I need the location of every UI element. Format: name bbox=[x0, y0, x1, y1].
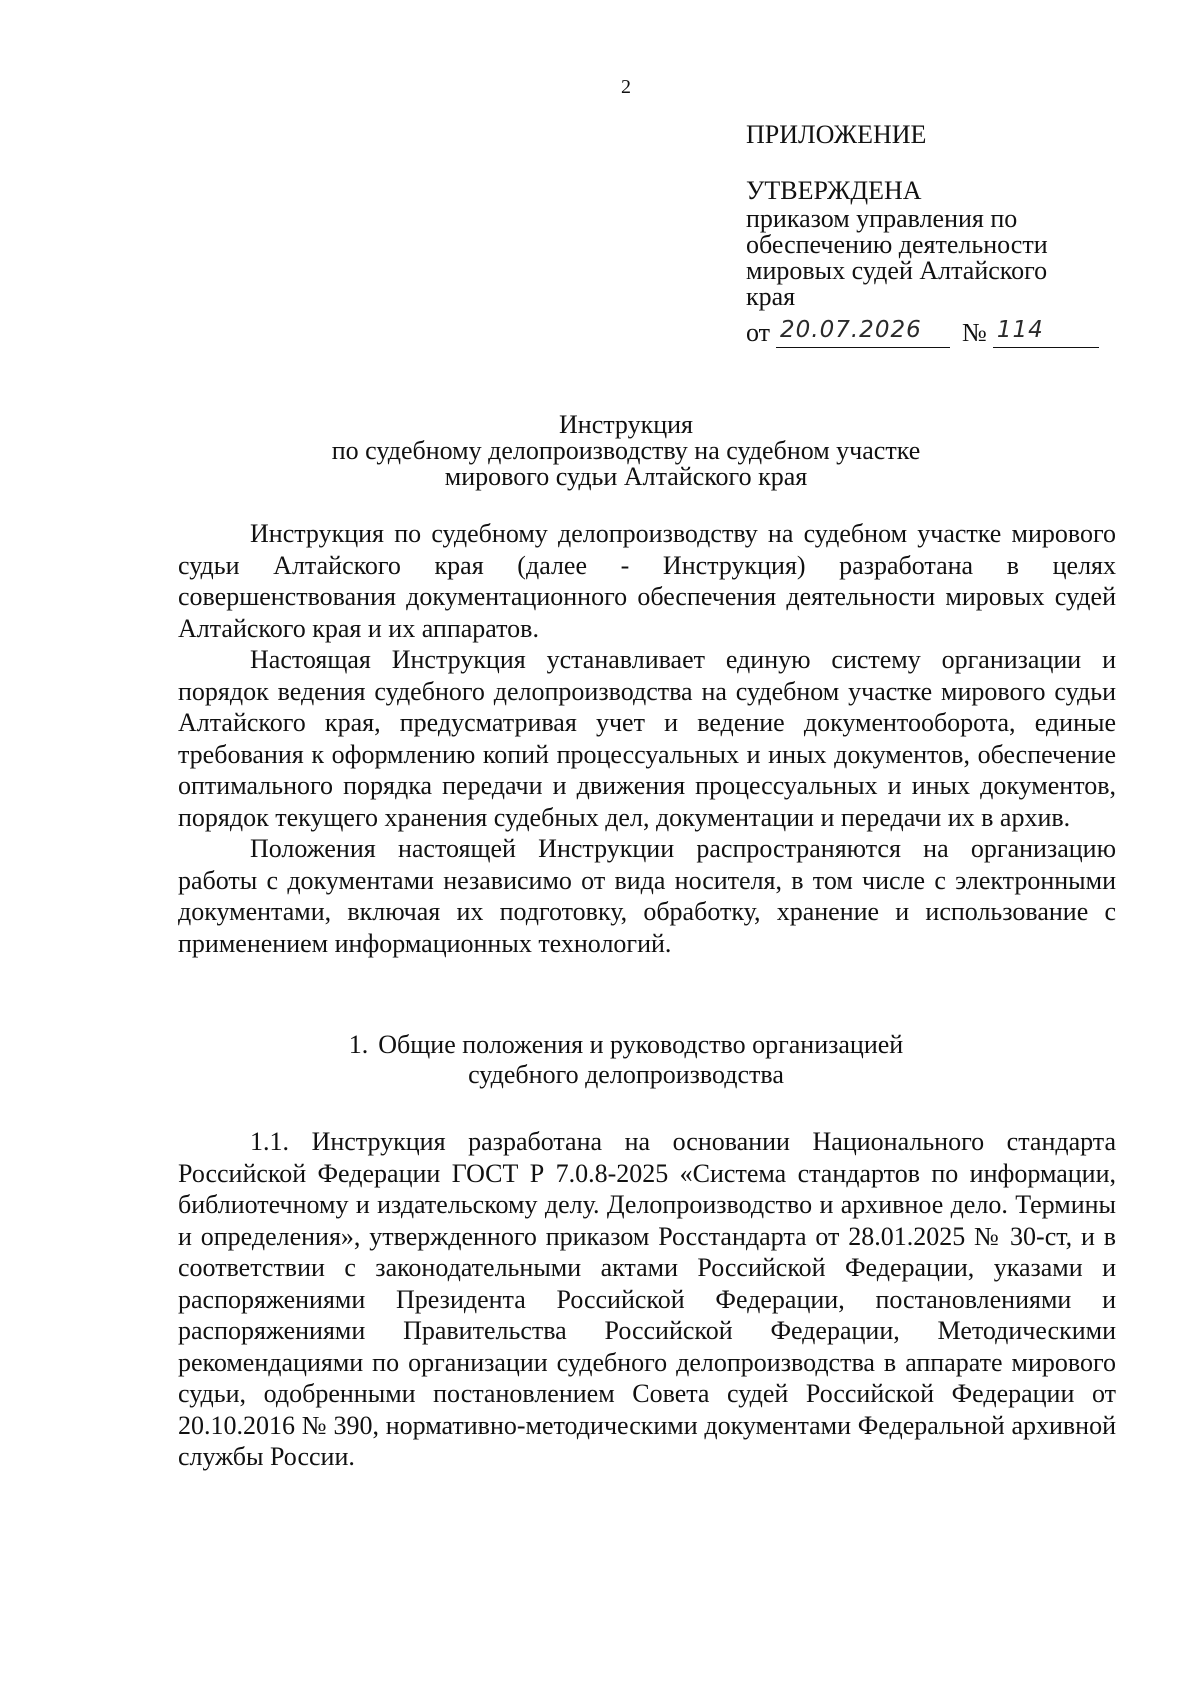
approved-title: УТВЕРЖДЕНА bbox=[746, 176, 922, 205]
document-title bbox=[0, 412, 1200, 490]
order-number-field bbox=[993, 319, 1099, 348]
intro-text bbox=[178, 518, 1116, 959]
section-number: 1. bbox=[348, 1030, 369, 1059]
handwritten-number: 114 bbox=[996, 317, 1044, 343]
page-number: 2 bbox=[621, 76, 631, 98]
section-title-line: Общие положения и руководство организацией bbox=[378, 1030, 904, 1059]
paragraph: Настоящая Инструкция устанавливает единую систему организации и порядок ведения судебного делопроизводства на судебном участке мирового судьи Алтайского края, предусматривая учет и ведение документооборота, единые требования к оформлению копий процессуальных и иных документов, обеспечение оптимального порядка передачи и движения процессуальных и иных документов, порядок текущего хранения судебных дел, документации и передачи их в архив. bbox=[178, 645, 1116, 832]
approved-by-line: приказом управления по bbox=[746, 204, 1018, 233]
document-title-line: Инструкция bbox=[559, 410, 693, 439]
section-1-body bbox=[178, 1126, 1116, 1473]
appendix-title: ПРИЛОЖЕНИЕ bbox=[746, 120, 927, 149]
paragraph: Положения настоящей Инструкции распространяются на организацию работы с документами независимо от вида носителя, в том числе с электронными документами, включая их подготовку, обработку, хранение и использование с применением информационных технологий. bbox=[178, 834, 1116, 958]
document-title-line: мирового судьи Алтайского края bbox=[444, 462, 808, 491]
paragraph: Инструкция по судебному делопроизводству на судебном участке мирового судьи Алтайского края (далее - Инструкция) разработана в целях совершенствования документационного обеспечения деятельности мировых судей Алтайского края и их аппаратов. bbox=[178, 519, 1116, 643]
approved-by-line: края bbox=[746, 282, 796, 311]
from-label: от bbox=[746, 318, 771, 347]
approved-by-line: мировых судей Алтайского bbox=[746, 256, 1048, 285]
order-date-number-line bbox=[746, 318, 1099, 348]
approved-by-line: обеспечению деятельности bbox=[746, 230, 1048, 259]
document-title-line: по судебному делопроизводству на судебном участке bbox=[331, 436, 921, 465]
number-label: № bbox=[962, 318, 987, 347]
section-title-line: судебного делопроизводства bbox=[468, 1060, 784, 1089]
order-date-field bbox=[776, 319, 950, 348]
handwritten-date: 20.07.2026 bbox=[780, 317, 922, 343]
appendix-block bbox=[746, 120, 1099, 348]
section-1-heading bbox=[0, 1030, 1200, 1090]
paragraph: 1.1. Инструкция разработана на основании Национального стандарта Российской Федерации ГОСТ Р 7.0.8-2025 «Система стандартов по информации, библиотечному и издательскому делу. Делопроизводство и архивное дело. Термины и определения», утвержденного приказом Росстандарта от 28.01.2025 № 30-ст, и в соответствии с законодательными актами Российской Федерации, указами и распоряжениями Президента Российской Федерации, постановлениями и распоряжениями Правительства Российской Федерации, Методическими рекомендациями по организации судебного делопроизводства в аппарате мирового судьи, одобренными постановлением Совета судей Российской Федерации от 20.10.2016 № 390, нормативно-методическими документами Федеральной архивной службы России. bbox=[178, 1127, 1116, 1471]
